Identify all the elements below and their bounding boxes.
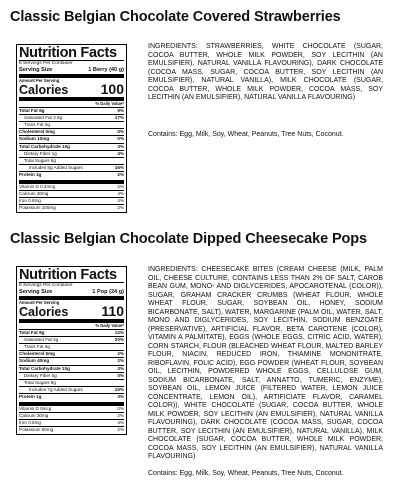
nutrient-daily-value: 4% [117, 150, 124, 156]
vitamin-row [19, 426, 124, 433]
vitamin-rows [19, 184, 124, 212]
nutrient-row [19, 372, 124, 379]
nutrient-row [19, 114, 124, 121]
nutrient-daily-value: 9% [117, 107, 124, 113]
nutrient-row [19, 343, 124, 350]
nutrient-label: Dietary Fiber 1g [24, 150, 57, 156]
vitamin-daily-value: 0% [117, 405, 124, 411]
nutrient-daily-value: 3% [117, 143, 124, 149]
nutrient-label: Saturated Fat 4g [24, 336, 59, 342]
nutrient-row [19, 379, 124, 386]
calories-row [19, 305, 124, 319]
vitamin-row [19, 204, 124, 211]
nutrient-row [19, 336, 124, 343]
nutrient-daily-value: 16% [114, 165, 124, 171]
vitamin-daily-value: 2% [117, 412, 124, 418]
serving-size-row [19, 67, 124, 74]
nutrient-daily-value: 2% [117, 351, 124, 357]
serving-size-label: Serving Size [19, 288, 53, 295]
nutrient-row [19, 365, 124, 372]
nutrient-daily-value: 20% [114, 336, 124, 342]
vitamin-label: Potassium 100mg [19, 205, 56, 211]
nutrient-rows [19, 329, 124, 401]
nutrition-facts-panel [16, 266, 127, 435]
nutrient-label: Protein 1g [19, 172, 42, 178]
vitamin-label: Vitamin D 0mcg [19, 405, 52, 411]
nutrient-rows [19, 107, 124, 179]
nutrient-label: Total Sugars 9g [24, 158, 56, 163]
calories-label: Calories [19, 305, 69, 320]
nutrient-label: Cholesterol 0mg [19, 129, 55, 135]
calories-row [19, 83, 124, 97]
vitamin-daily-value: 2% [117, 205, 124, 211]
nutrient-label: Includes 8g Added Sugars [29, 165, 83, 171]
nutrient-row [19, 386, 124, 393]
nutrient-row [19, 143, 124, 150]
nutrient-daily-value: 3% [117, 394, 124, 400]
ingredients-text: INGREDIENTS: CHEESECAKE BITES (CREAM CHEESE (MILK, PALM OIL, CHEESE CULTURE, CONTAINS LESS THAN 2% OF SALT, CAROB BEAN GUM, MONO- AND DIGLYCERIDES, APOCAROTENAL (COLOR)), SUGAR, GRAHAM CRACKER CRUMBS (WHEAT FLOUR, WHOLE WHEAT FLOUR, SUGAR, SOYBEAN OIL, HONEY, SODIUM BICARBONATE, SALT), WATER, MARGARINE (PALM OIL, WATER, SALT, MONO AND DIGLYCERIDES, SOY LECITHIN, SODIUM BENZOATE (PRESERVATIVE), ARTIFICIAL FLAVOR, BETA CAROTENE (COLOR), VITAMIN A PALMITATE), EGGS (WHOLE EGGS, CITRIC ACID, WATER), CORN STARCH, FLOUR (BLEACHED WHEAT FLOUR, MALTED BARLEY FLOUR, NIACIN, REDUCED IRON, THIAMINE MONONITRATE, RIBOFLAVIN, FOLIC ACID), EGG POWDER (WHEAT FLOUR, SOYBEAN OIL, LECITHIN, POWDERED WHOLE EGGS, CELLULOSE GUM, SODIUM BICARBONATE, SALT, ANNATTO, TUMERIC, ENZYME), SOYBEAN OIL, LEMON JUICE (FILTERED WATER, LEMON JUICE CONCENTRATE, LEMON OIL), ARTIFICIATE FLAVOR, CARAMEL COLOR)), WHITE CHOCOLATE (SUGAR, COCOA BUTTER, WHOLE MILK POWDER, SOY LECITHIN (AN EMULSIFIER), NATURAL VANILLA FLAVOURING), DARK CHOCOLATE (COCOA MASS, SUGAR, COCOA BUTTER, SOY LECITHIN (AN EMULSIFIER), NATURAL VANILLA), MILK CHOCOLATE (SUGAR, COCOA BUTTER, WHOLE MILK POWDER, COCOA MASS, SOY LECITHIN (AN EMULSIFIER), NATURAL VANILLA FLAVOURING) [148, 266, 383, 460]
calories-value: 100 [100, 81, 124, 98]
nutrient-row [19, 150, 124, 157]
nutrient-label: Trans Fat 0g [24, 343, 50, 349]
nutrient-label: Sodium 10mg [19, 136, 50, 142]
nutrient-daily-value: 17% [114, 114, 124, 120]
daily-value-header: % Daily Value* [19, 322, 124, 329]
nutrient-row [19, 171, 124, 178]
nutrient-daily-value: 15% [114, 387, 124, 393]
serving-size-value: 1 Pop (24 g) [92, 288, 124, 295]
nutrient-row [19, 164, 124, 171]
servings-per-container: 6 Servings Per Container [19, 282, 124, 289]
nutrient-label: Total Sugars 9g [24, 380, 56, 385]
ingredients-text: INGREDIENTS: STRAWBERRIES, WHITE CHOCOLATE (SUGAR, COCOA BUTTER, WHOLE MILK POWDER, SOY LECITHIN (AN EMULSIFIER), NATURAL VANILLA FLAVOURING), DARK CHOCOLATE (COCOA MASS, SUGAR, COCOA BUTTER, SOY LECITHIN (AN EMULSIFIER), NATURAL VANILLA), MILK CHOCOLATE (SUGAR, COCOA BUTTER, WHOLE MILK POWDER, COCOA MASS, SOY LECITHIN (AN EMULSIFIER), NATURAL VANILLA FLAVOURING) [148, 43, 383, 101]
nutrition-facts-panel [16, 44, 127, 213]
nutrient-label: Total Carbohydrate 10g [19, 365, 70, 371]
nutrient-label: Includes 7g Added Sugars [29, 387, 83, 393]
nutrient-label: Dietary Fiber 0g [24, 372, 57, 378]
nutrient-label: Saturated Fat 3.5g [24, 114, 63, 120]
nutrient-label: Protein 1g [19, 394, 42, 400]
amount-per-serving: Amount Per Serving [19, 78, 60, 84]
nutrient-daily-value: 3% [117, 365, 124, 371]
daily-value-header: % Daily Value* [19, 100, 124, 107]
nutrient-daily-value: 0% [117, 129, 124, 135]
vitamin-label: Iron 0.6mg [19, 420, 41, 426]
vitamin-row [19, 419, 124, 426]
vitamin-daily-value: 4% [117, 198, 124, 204]
vitamin-row [19, 190, 124, 197]
nutrient-label: Total Fat 8g [19, 329, 45, 335]
vitamin-daily-value: 2% [117, 183, 124, 189]
serving-size-label: Serving Size [19, 66, 53, 73]
vitamin-row [19, 197, 124, 204]
nutrient-row [19, 128, 124, 135]
nutrient-row [19, 329, 124, 336]
nutrient-row [19, 350, 124, 357]
serving-size-value: 1 Berry (40 g) [88, 66, 124, 73]
vitamin-label: Vitamin D 0.2mcg [19, 183, 56, 189]
nutrient-row [19, 135, 124, 142]
nutrient-daily-value: 2% [117, 358, 124, 364]
nutrition-facts-heading: Nutrition Facts [19, 45, 117, 61]
allergen-statement: Contains: Egg, Milk, Soy, Wheat, Peanuts, Tree Nuts, Coconut. [148, 470, 344, 477]
nutrient-row [19, 121, 124, 128]
vitamin-row [19, 412, 124, 419]
nutrient-daily-value: 2% [117, 172, 124, 178]
nutrient-daily-value: 0% [117, 136, 124, 142]
nutrient-row [19, 357, 124, 364]
allergen-statement: Contains: Egg, Milk, Soy, Wheat, Peanuts, Tree Nuts, Coconut. [148, 131, 344, 138]
serving-size-row [19, 289, 124, 296]
vitamin-daily-value: 2% [117, 427, 124, 433]
nutrient-label: Total Fat 6g [19, 107, 45, 113]
calories-label: Calories [19, 83, 69, 98]
servings-per-container: 6 Servings Per Container [19, 60, 124, 67]
vitamin-rows [19, 406, 124, 434]
nutrient-label: Total Carbohydrate 10g [19, 143, 70, 149]
product-title: Classic Belgian Chocolate Covered Strawberries [10, 9, 341, 25]
product-title: Classic Belgian Chocolate Dipped Cheesecake Pops [10, 231, 368, 247]
vitamin-daily-value: 4% [117, 420, 124, 426]
calories-value: 110 [101, 303, 124, 320]
nutrient-label: Cholesterol 5mg [19, 351, 55, 357]
vitamin-label: Calcium 30mg [19, 190, 49, 196]
nutrient-daily-value: 12% [114, 329, 124, 335]
nutrient-row [19, 107, 124, 114]
nutrition-facts-heading: Nutrition Facts [19, 267, 117, 283]
nutrient-row [19, 157, 124, 164]
amount-per-serving: Amount Per Serving [19, 300, 60, 306]
vitamin-label: Iron 0.8mg [19, 198, 41, 204]
nutrient-daily-value: 0% [117, 372, 124, 378]
nutrient-label: Sodium 40mg [19, 358, 50, 364]
vitamin-label: Potassium 60mg [19, 427, 54, 433]
nutrient-label: Trans Fat 0g [24, 121, 50, 127]
nutrient-row [19, 393, 124, 400]
vitamin-label: Calcium 30mg [19, 412, 49, 418]
vitamin-daily-value: 4% [117, 190, 124, 196]
